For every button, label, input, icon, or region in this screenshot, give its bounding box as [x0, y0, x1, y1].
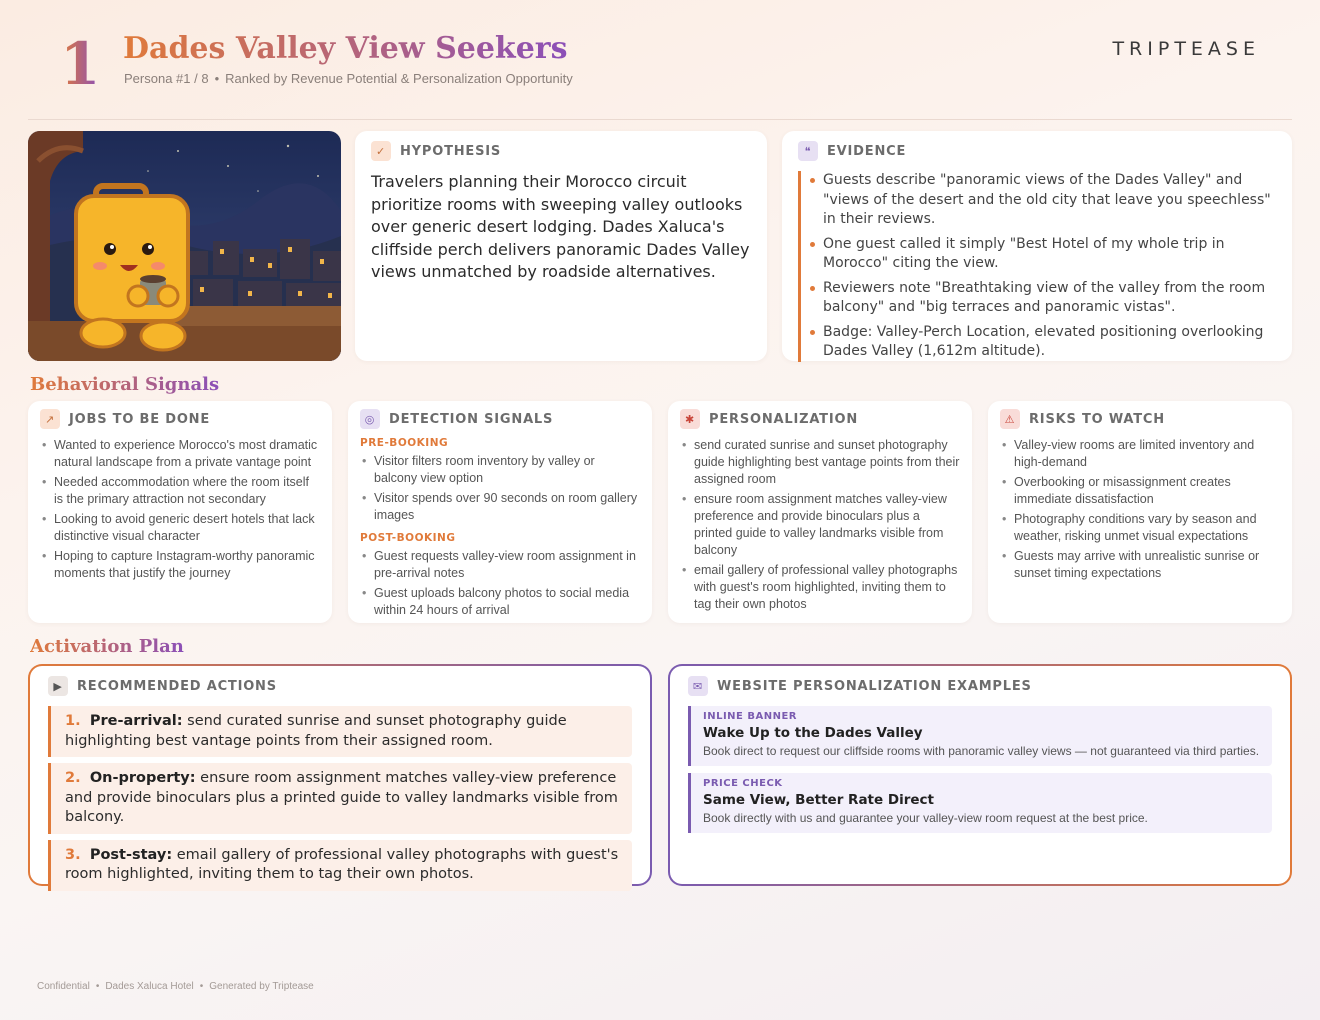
evidence-list — [798, 171, 1276, 362]
action-item — [48, 763, 632, 834]
personalization-card — [668, 401, 972, 623]
hypothesis-heading — [371, 141, 751, 161]
quote-icon: ❝ — [798, 141, 818, 161]
list-item: • Guest requests valley-view room assignment in pre-arrival notes — [360, 548, 640, 582]
persona-illustration — [28, 131, 341, 361]
hypothesis-card — [355, 131, 767, 361]
website-personalization-card — [668, 664, 1292, 886]
evidence-heading — [798, 141, 1276, 161]
action-number: 1. — [65, 713, 81, 729]
example-body: Book directly with us and guarantee your valley-view room request at the best price. — [703, 811, 1148, 825]
action-number: 2. — [65, 770, 81, 786]
page-footer: Confidential • Dades Xaluca Hotel • Generated by Triptease — [37, 981, 314, 992]
envelope-icon: ✉ — [688, 676, 708, 696]
jobs-list — [40, 437, 320, 582]
hypothesis-heading-label: HYPOTHESIS — [400, 143, 502, 159]
evidence-card — [782, 131, 1292, 361]
action-item — [48, 706, 632, 757]
page-subtitle: Persona #1 / 8 • Ranked by Revenue Potential & Personalization Opportunity — [124, 71, 573, 86]
risks-list — [1000, 437, 1280, 582]
evidence-item: Badge: Valley-Perch Location, elevated positioning overlooking Dades Valley (1,612m altitude). — [823, 323, 1276, 362]
example-title: Wake Up to the Dades Valley — [703, 725, 923, 741]
detection-heading-label: DETECTION SIGNALS — [389, 411, 554, 427]
sparkle-icon: ✱ — [680, 409, 700, 429]
list-item: • Visitor filters room inventory by valley or balcony view option — [360, 453, 640, 487]
footer-generated: Generated by Triptease — [209, 981, 314, 992]
list-item: • send curated sunrise and sunset photography guide highlighting best vantage points from their assigned room — [680, 437, 960, 488]
detection-heading — [360, 409, 640, 429]
evidence-item: Guests describe "panoramic views of the Dades Valley" and "views of the desert and the old city that leave you speechless" in their reviews. — [823, 171, 1276, 230]
action-lead: Post-stay: — [89, 846, 173, 863]
example-tag: PRICE CHECK — [703, 778, 783, 789]
website-example — [688, 706, 1272, 766]
jobs-heading-label: JOBS TO BE DONE — [69, 411, 211, 427]
risks-heading-label: RISKS TO WATCH — [1029, 411, 1165, 427]
warning-icon: ⚠ — [1000, 409, 1020, 429]
list-item: • Hoping to capture Instagram-worthy panoramic moments that justify the journey — [40, 548, 320, 582]
evidence-item: One guest called it simply "Best Hotel of my whole trip in Morocco" citing the view. — [823, 235, 1276, 274]
list-item: • ensure room assignment matches valley-view preference and provide binoculars plus a printed guide to valley landmarks visible from balcony — [680, 491, 960, 559]
footer-confidential: Confidential — [37, 981, 90, 992]
action-text: send curated sunrise and sunset photography guide highlighting best vantage points from their assigned room. — [65, 713, 567, 749]
list-item: • Photography conditions vary by season and weather, risking unmet visual expectations — [1000, 511, 1280, 545]
activation-plan-title: Activation Plan — [30, 636, 184, 657]
list-item: • Visitor spends over 90 seconds on room gallery images — [360, 490, 640, 524]
jobs-heading — [40, 409, 320, 429]
pre-booking-label: PRE-BOOKING — [360, 437, 449, 449]
hypothesis-text: Travelers planning their Morocco circuit prioritize rooms with sweeping valley outlooks over generic desert lodging. Dades Xaluca's cliffside perch delivers panoramic Dades Valley views unmatched by roadside alternatives. — [371, 172, 750, 282]
example-body: Book direct to request our cliffside rooms with panoramic valley views — not guaranteed via third parties. — [703, 744, 1260, 758]
page-header — [28, 28, 1292, 120]
ranking-label: Ranked by Revenue Potential & Personalization Opportunity — [225, 71, 573, 86]
action-item — [48, 840, 632, 891]
risks-heading — [1000, 409, 1280, 429]
list-item: • Valley-view rooms are limited inventory and high-demand — [1000, 437, 1280, 471]
action-text: ensure room assignment matches valley-view preference and provide binoculars plus a printed guide to valley landmarks visible from balcony. — [65, 770, 618, 825]
checkmark-icon: ✓ — [371, 141, 391, 161]
list-item: • Looking to avoid generic desert hotels that lack distinctive visual character — [40, 511, 320, 545]
website-example — [688, 773, 1272, 833]
actions-heading — [48, 676, 632, 696]
evidence-item: Reviewers note "Breathtaking view of the valley from the room balcony" and "big terraces and panoramic vistas". — [823, 279, 1276, 318]
action-lead: On-property: — [89, 770, 196, 786]
target-icon: ◎ — [360, 409, 380, 429]
pre-booking-list — [360, 453, 640, 524]
website-heading — [688, 676, 1272, 696]
evidence-heading-label: EVIDENCE — [827, 143, 907, 159]
list-item: • Guests may arrive with unrealistic sunrise or sunset timing expectations — [1000, 548, 1280, 582]
personalization-heading-label: PERSONALIZATION — [709, 411, 859, 427]
list-item: • Guest uploads balcony photos to social media within 24 hours of arrival — [360, 585, 640, 619]
action-lead: Pre-arrival: — [89, 713, 183, 729]
behavioral-signals-title: Behavioral Signals — [30, 374, 220, 395]
brand-logo: TRIPTEASE — [1112, 38, 1260, 60]
example-title: Same View, Better Rate Direct — [703, 792, 934, 808]
action-number: 3. — [65, 846, 81, 863]
play-icon: ▶ — [48, 676, 68, 696]
website-heading-label: WEBSITE PERSONALIZATION EXAMPLES — [717, 678, 1032, 694]
recommended-actions-card — [28, 664, 652, 886]
trend-arrow-icon: ↗ — [40, 409, 60, 429]
action-text: email gallery of professional valley photographs with guest's room highlighted, inviting them to tag their own photos. — [65, 846, 619, 882]
post-booking-list — [360, 548, 640, 619]
actions-heading-label: RECOMMENDED ACTIONS — [77, 678, 277, 694]
list-item: • Wanted to experience Morocco's most dramatic natural landscape from a private vantage point — [40, 437, 320, 471]
personalization-list — [680, 437, 960, 613]
page-title: Dades Valley View Seekers — [123, 31, 568, 66]
persona-label: Persona #1 / 8 — [124, 71, 209, 86]
suitcase-mascot-image — [28, 131, 341, 361]
list-item: • Needed accommodation where the room itself is the primary attraction not secondary — [40, 474, 320, 508]
persona-number: 1 — [60, 30, 101, 98]
post-booking-label: POST-BOOKING — [360, 532, 456, 544]
risks-card — [988, 401, 1292, 623]
list-item: • Overbooking or misassignment creates immediate dissatisfaction — [1000, 474, 1280, 508]
jobs-card — [28, 401, 332, 623]
footer-hotel: Dades Xaluca Hotel — [105, 981, 194, 992]
detection-card — [348, 401, 652, 623]
example-tag: INLINE BANNER — [703, 711, 797, 722]
personalization-heading — [680, 409, 960, 429]
list-item: • email gallery of professional valley photographs with guest's room highlighted, inviting them to tag their own photos — [680, 562, 960, 613]
